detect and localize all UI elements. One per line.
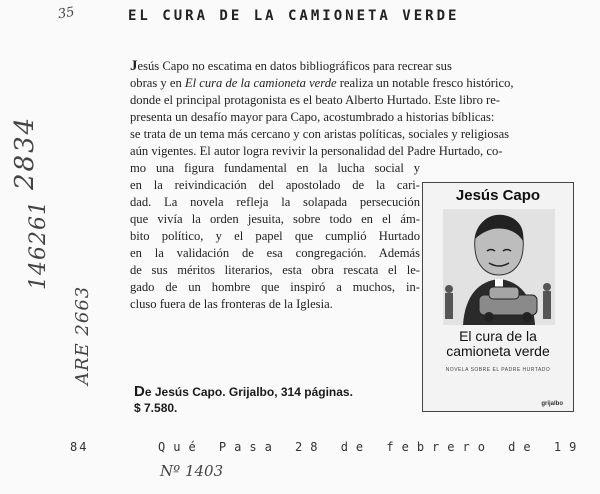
article-title: EL CURA DE LA CAMIONETA VERDE: [128, 8, 460, 24]
body-line: presenta un desafío mayor para Capo, acostumbrado a historias bíblicas:: [130, 110, 495, 124]
price: $ 7.580.: [134, 401, 178, 415]
book-title-italic: El cura de la camioneta verde: [184, 76, 337, 90]
body-line: en la reivindicación del apostolado de la cari-: [130, 178, 420, 192]
body-line: gado de un hombre que inspiró a muchos, in-: [130, 280, 420, 294]
body-line: Jesús Capo no escatima en datos bibliográficos para recrear sus: [130, 58, 452, 74]
handwritten-note: 2834: [10, 115, 40, 190]
page-number: 84: [70, 440, 89, 454]
handwritten-note: Nº 1403: [160, 462, 224, 480]
credit-drop-cap: D: [134, 383, 145, 400]
book-credit: [134, 384, 404, 416]
body-line: obras y en El cura de la camioneta verde realiza un notable fresco histórico,: [130, 76, 514, 90]
handwritten-note: 35: [56, 4, 76, 23]
cover-illustration: [443, 209, 555, 325]
cover-author: Jesús Capo: [455, 187, 541, 204]
handwritten-note: ARE 2663: [72, 285, 93, 385]
body-line: que vivía la orden jesuita, sobre todo en el ám-: [130, 212, 420, 226]
book-cover-image: [422, 182, 574, 412]
publisher-logo: grijalbo: [541, 401, 563, 407]
body-line: de sus méritos literarios, esta obra rescata el le-: [130, 263, 420, 277]
cover-subtitle: NOVELA SOBRE EL PADRE HURTADO: [445, 367, 551, 373]
page-footer: [0, 440, 600, 460]
body-line: cluso fuera de las fronteras de la Iglesia.: [130, 297, 333, 311]
cover-title-line: El cura de la: [459, 328, 537, 344]
body-line: mo una figura fundamental en la lucha social y: [130, 161, 420, 175]
magazine-date: Qué Pasa 28 de febrero de 19: [158, 440, 585, 454]
body-line: se trata de un tema más cercano y con aristas políticas, sociales y religiosas: [130, 127, 510, 141]
body-line: bito político, y el papel que cumplió Hurtado: [130, 229, 420, 243]
body-line: donde el principal protagonista es el beato Alberto Hurtado. Este libro re-: [130, 93, 501, 107]
cover-title: [423, 329, 573, 359]
body-line: en la validación de esa congregación. Además: [130, 246, 420, 260]
credit-line: De Jesús Capo. Grijalbo, 314 páginas.: [134, 383, 353, 400]
body-line: aún vigentes. El autor logra revivir la personalidad del Padre Hurtado, co-: [130, 144, 503, 158]
handwritten-note: 146261: [26, 200, 51, 290]
cover-title-line: camioneta verde: [446, 343, 550, 359]
body-line: dad. La novela refleja la solapada persecución: [130, 195, 420, 209]
drop-cap: J: [130, 58, 138, 74]
